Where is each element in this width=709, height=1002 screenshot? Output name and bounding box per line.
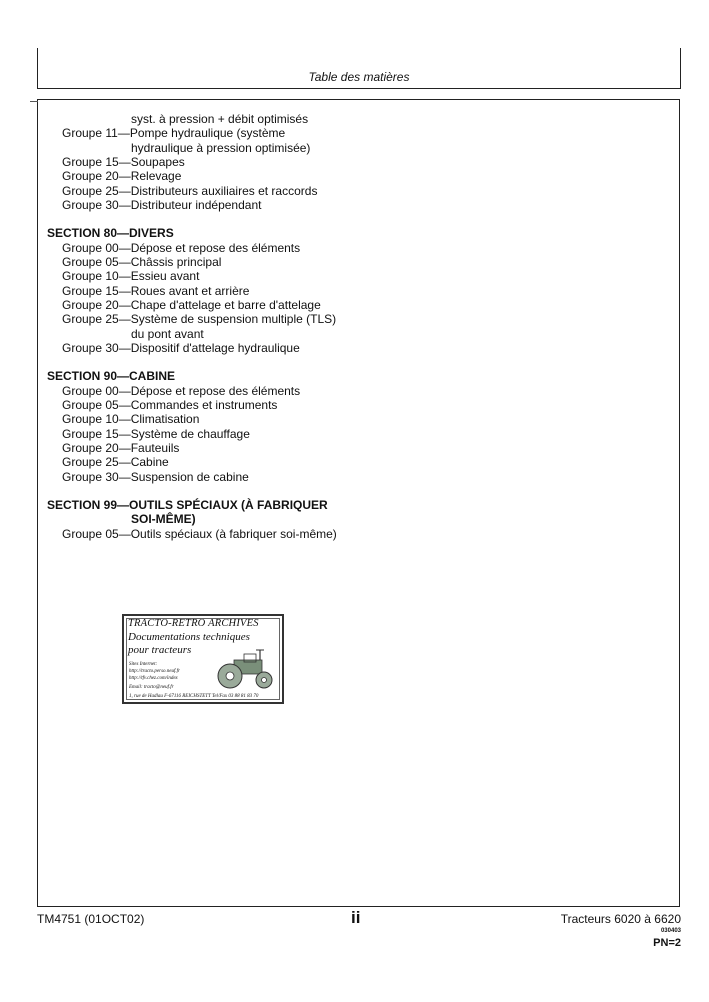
toc-entry: Groupe 20—Chape d'attelage et barre d'attelage <box>62 297 321 312</box>
toc-entry: Groupe 00—Dépose et repose des éléments <box>62 240 301 255</box>
toc-entry: Groupe 30—Distributeur indépendant <box>62 197 262 212</box>
section-heading: SECTION 90—CABINE <box>47 369 176 384</box>
stamp-line-2: pour tracteurs <box>128 644 192 656</box>
footer-pn: PN=2 <box>653 937 681 949</box>
toc-entry: Groupe 30—Dispositif d'attelage hydraulique <box>62 340 300 355</box>
toc-entry: Groupe 00—Dépose et repose des éléments <box>62 383 301 398</box>
footer-code: 030403 <box>660 928 681 934</box>
footer-page-number: ii <box>351 908 361 927</box>
stamp-address: 1, rue de Hadlau F-67116 REICHSTETT Tel/Fax 03 88 81 83 70 <box>129 694 259 699</box>
toc-entry: Groupe 10—Essieu avant <box>62 269 200 284</box>
toc-entry: Groupe 11—Pompe hydraulique (système <box>62 126 286 141</box>
toc-entry: Groupe 05—Châssis principal <box>62 255 222 269</box>
toc-entry: Groupe 30—Suspension de cabine <box>62 469 249 484</box>
section-heading: SECTION 80—DIVERS <box>47 226 174 241</box>
toc-entry: Groupe 15—Soupapes <box>62 154 185 169</box>
toc-entry: Groupe 20—Relevage <box>62 169 182 184</box>
stamp-title: TRACTO-RETRO ARCHIVES <box>128 618 259 629</box>
toc-entry: Groupe 20—Fauteuils <box>62 440 180 455</box>
footer-model: Tracteurs 6020 à 6620 <box>560 912 681 926</box>
toc-entry: Groupe 25—Distributeurs auxiliaires et raccords <box>62 183 318 198</box>
toc-entry: syst. à pression + débit optimisés <box>131 112 309 126</box>
section-heading: SECTION 99—OUTILS SPÉCIAUX (À FABRIQUER <box>47 498 328 513</box>
section-heading: SOI-MÊME) <box>131 512 196 527</box>
stamp-site-1: http://tracto.perso.neuf.fr <box>129 669 180 674</box>
toc-entry: Groupe 15—Roues avant et arrière <box>62 283 250 298</box>
toc-entry: Groupe 10—Climatisation <box>62 412 200 427</box>
archive-stamp <box>122 614 284 704</box>
header-rule <box>37 88 681 89</box>
toc-entry: Groupe 25—Cabine <box>62 455 169 470</box>
footer-doc-id: TM4751 (01OCT02) <box>37 912 145 926</box>
toc-entry: hydraulique à pression optimisée) <box>131 140 311 155</box>
page-header-title: Table des matières <box>308 70 410 84</box>
toc-entry: du pont avant <box>131 326 204 341</box>
toc-entry: Groupe 25—Système de suspension multiple (TLS) <box>62 312 337 327</box>
stamp-site-2: http://tfv.chez.com/index <box>129 676 178 681</box>
stamp-sites-label: Sites Internet: <box>129 662 158 667</box>
margin-tick <box>30 101 38 102</box>
toc-entry: Groupe 15—Système de chauffage <box>62 426 250 441</box>
tractor-icon <box>216 648 278 690</box>
stamp-email: Email: tracto@neuf.fr <box>129 685 174 690</box>
toc-entry: Groupe 05—Commandes et instruments <box>62 398 278 412</box>
toc-entry: Groupe 05—Outils spéciaux (à fabriquer soi-même) <box>62 526 337 541</box>
stamp-line-1: Documentations techniques <box>128 631 250 643</box>
